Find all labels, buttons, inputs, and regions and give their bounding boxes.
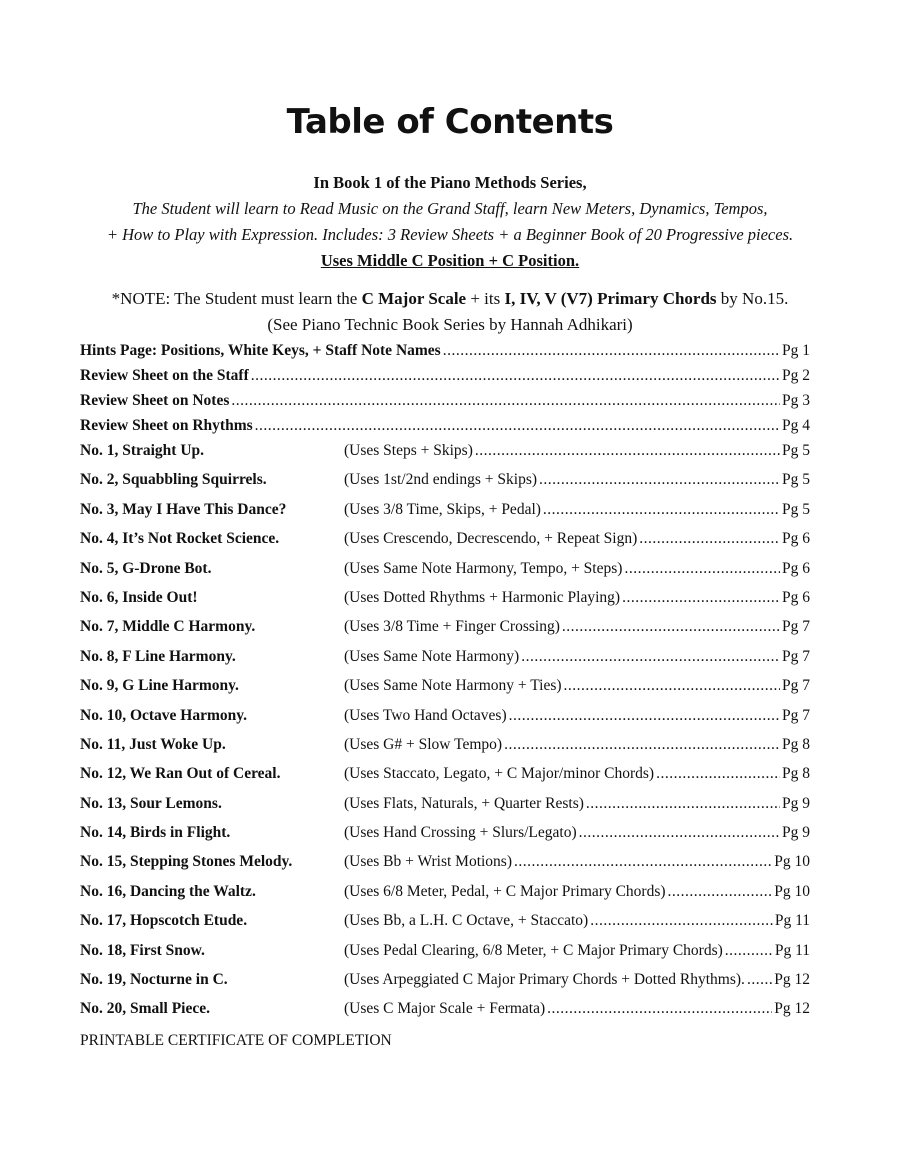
- page-number: Pg 5: [782, 442, 810, 459]
- page-number: Pg 10: [774, 853, 810, 871]
- page-number: Pg 5: [782, 471, 810, 489]
- page-title: Table of Contents: [286, 102, 614, 142]
- entry-description: (Uses Hand Crossing + Slurs/Legato): [344, 824, 577, 842]
- entry-description: (Uses 6/8 Meter, Pedal, + C Major Primary Chords): [344, 882, 666, 900]
- toc-row: [80, 417, 810, 442]
- entry-title: Review Sheet on Rhythms: [80, 417, 253, 434]
- entry-title: No. 14, Birds in Flight.: [80, 824, 231, 842]
- entry-title: No. 7, Middle C Harmony.: [80, 618, 256, 636]
- entry-description: (Uses Same Note Harmony): [344, 647, 520, 665]
- intro-line-3: + How to Play with Expression. Includes: 3 Review Sheets + a Beginner Book of 20 Progressive pieces.: [106, 225, 794, 244]
- page-number: Pg 11: [774, 941, 810, 959]
- dot-leader: [539, 471, 780, 489]
- page-number: Pg 12: [774, 1000, 810, 1018]
- page-number: Pg 5: [782, 500, 810, 518]
- page-number: Pg 2: [782, 367, 810, 384]
- entry-title: No. 5, G-Drone Bot.: [80, 559, 212, 577]
- page-number: Pg 12: [774, 971, 810, 989]
- dot-leader: [725, 942, 773, 960]
- toc-row: [80, 824, 810, 853]
- toc-row: [80, 367, 810, 392]
- entry-title: No. 16, Dancing the Waltz.: [80, 882, 256, 900]
- toc-row: [80, 765, 810, 794]
- entry-title: No. 10, Octave Harmony.: [80, 706, 248, 724]
- entry-description: (Uses Same Note Harmony + Ties): [344, 677, 562, 695]
- piece-list: [80, 442, 810, 1030]
- page-number: Pg 7: [782, 706, 810, 724]
- dot-leader: [547, 1000, 772, 1018]
- toc-row: [80, 618, 810, 647]
- entry-description: (Uses Pedal Clearing, 6/8 Meter, + C Major Primary Chords): [344, 941, 723, 959]
- page-number: Pg 1: [782, 342, 810, 359]
- toc-row: [80, 471, 810, 500]
- dot-leader: [656, 765, 780, 783]
- entry-title: No. 3, May I Have This Dance?: [80, 500, 287, 518]
- dot-leader: [564, 677, 780, 695]
- dot-leader: [562, 618, 780, 636]
- entry-description: (Uses Staccato, Legato, + C Major/minor Chords): [344, 765, 655, 783]
- entry-description: (Uses Bb + Wrist Motions): [344, 853, 513, 871]
- dot-leader: [586, 795, 780, 813]
- intro-line-2: The Student will learn to Read Music on the Grand Staff, learn New Meters, Dynamics, Tempos,: [132, 199, 768, 218]
- entry-title: No. 15, Stepping Stones Melody.: [80, 853, 293, 871]
- note-block: [0, 286, 900, 338]
- entry-title: No. 11, Just Woke Up.: [80, 735, 226, 753]
- toc-row: [80, 971, 810, 1000]
- toc-row: [80, 707, 810, 736]
- dot-leader: [624, 560, 780, 578]
- entry-description: (Uses 3/8 Time + Finger Crossing): [344, 618, 560, 636]
- page-number: Pg 7: [782, 647, 810, 665]
- entry-title: No. 6, Inside Out!: [80, 588, 198, 606]
- page-number: Pg 4: [782, 417, 810, 434]
- toc-list: [80, 342, 810, 1050]
- toc-row: [80, 342, 810, 367]
- note-line-2: (See Piano Technic Book Series by Hannah Adhikari): [267, 315, 633, 334]
- entry-description: (Uses Same Note Harmony, Tempo, + Steps): [344, 559, 623, 577]
- dot-leader: [509, 707, 780, 725]
- entry-title: No. 12, We Ran Out of Cereal.: [80, 765, 281, 783]
- page-number: Pg 6: [782, 530, 810, 548]
- toc-row: [80, 648, 810, 677]
- dot-leader: [475, 442, 780, 460]
- page-number: Pg 10: [774, 882, 810, 900]
- entry-title: No. 19, Nocturne in C.: [80, 971, 228, 989]
- dot-leader: [251, 367, 780, 385]
- dot-leader: [543, 501, 780, 519]
- intro-line-1: In Book 1 of the Piano Methods Series,: [313, 173, 587, 192]
- entry-description: (Uses Flats, Naturals, + Quarter Rests): [344, 794, 584, 812]
- entry-title: No. 8, F Line Harmony.: [80, 647, 236, 665]
- entry-description: (Uses Two Hand Octaves): [344, 706, 507, 724]
- entry-description: (Uses Crescendo, Decrescendo, + Repeat Sign): [344, 530, 638, 548]
- note-line-1: [0, 286, 900, 312]
- entry-title: No. 2, Squabbling Squirrels.: [80, 471, 267, 489]
- entry-description: (Uses Arpeggiated C Major Primary Chords + Dotted Rhythms).: [344, 971, 745, 989]
- toc-row: [80, 560, 810, 589]
- note-text-3: by No.15.: [716, 289, 789, 308]
- review-sheet-list: [80, 342, 810, 442]
- page-number: Pg 9: [782, 824, 810, 842]
- entry-description: (Uses C Major Scale + Fermata): [344, 1000, 546, 1018]
- dot-leader: [514, 853, 772, 871]
- entry-description: (Uses Steps + Skips): [344, 442, 473, 459]
- toc-row: [80, 501, 810, 530]
- toc-row: [80, 589, 810, 618]
- note-bold-2: I, IV, V (V7) Primary Chords: [504, 289, 717, 308]
- note-bold-1: C Major Scale: [361, 289, 467, 308]
- note-text-2: + its: [466, 289, 505, 308]
- dot-leader: [668, 883, 773, 901]
- entry-title: No. 9, G Line Harmony.: [80, 677, 239, 695]
- toc-row: [80, 853, 810, 882]
- note-text-1: *NOTE: The Student must learn the: [111, 289, 362, 308]
- entry-title: No. 17, Hopscotch Etude.: [80, 912, 248, 930]
- page-number: Pg 11: [774, 912, 810, 930]
- toc-row: [80, 795, 810, 824]
- intro-line-4: Uses Middle C Position + C Position.: [320, 251, 580, 270]
- entry-description: (Uses G# + Slow Tempo): [344, 735, 503, 753]
- entry-title: Review Sheet on Notes: [80, 392, 230, 409]
- page-number: Pg 6: [782, 559, 810, 577]
- dot-leader: [747, 971, 772, 989]
- page-number: Pg 7: [782, 618, 810, 636]
- toc-row: [80, 883, 810, 912]
- entry-description: (Uses Bb, a L.H. C Octave, + Staccato): [344, 912, 589, 930]
- page-number: Pg 8: [782, 765, 810, 783]
- intro-block: [0, 170, 900, 274]
- dot-leader: [504, 736, 780, 754]
- toc-row: [80, 530, 810, 559]
- dot-leader: [639, 530, 780, 548]
- toc-row: [80, 1000, 810, 1029]
- dot-leader: [443, 342, 780, 360]
- entry-description: (Uses 3/8 Time, Skips, + Pedal): [344, 500, 541, 518]
- page-number: Pg 6: [782, 588, 810, 606]
- dot-leader: [590, 912, 773, 930]
- entry-title: No. 20, Small Piece.: [80, 1000, 211, 1018]
- page-number: Pg 8: [782, 735, 810, 753]
- entry-title: Hints Page: Positions, White Keys, + Staff Note Names: [80, 342, 441, 359]
- entry-description: (Uses Dotted Rhythms + Harmonic Playing): [344, 588, 621, 606]
- toc-row: [80, 392, 810, 417]
- entry-title: No. 4, It’s Not Rocket Science.: [80, 530, 280, 548]
- dot-leader: [255, 417, 780, 435]
- entry-title: No. 13, Sour Lemons.: [80, 794, 222, 812]
- toc-row: [80, 736, 810, 765]
- entry-description: (Uses 1st/2nd endings + Skips): [344, 471, 538, 489]
- entry-title: No. 18, First Snow.: [80, 941, 205, 959]
- toc-row: [80, 677, 810, 706]
- toc-row: [80, 912, 810, 941]
- toc-row: [80, 942, 810, 971]
- page-number: Pg 9: [782, 794, 810, 812]
- entry-title: Review Sheet on the Staff: [80, 367, 249, 384]
- certificate-entry: PRINTABLE CERTIFICATE OF COMPLETION: [80, 1031, 392, 1049]
- dot-leader: [579, 824, 780, 842]
- toc-row: [80, 442, 810, 471]
- dot-leader: [622, 589, 780, 607]
- dot-leader: [521, 648, 780, 666]
- dot-leader: [231, 392, 780, 410]
- entry-title: No. 1, Straight Up.: [80, 442, 205, 459]
- page-number: Pg 7: [782, 677, 810, 695]
- page-number: Pg 3: [782, 392, 810, 409]
